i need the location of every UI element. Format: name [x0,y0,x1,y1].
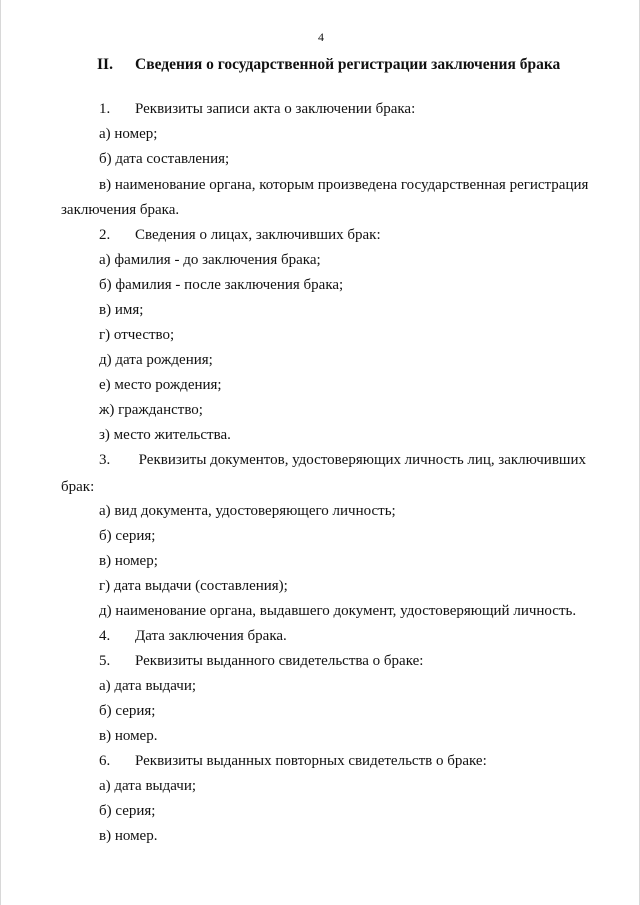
item-2-number: 2. [99,227,111,243]
item-3-a: а) вид документа, удостоверяющего личность; [99,503,396,519]
item-2-e: д) дата рождения; [99,352,213,368]
item-5-c: в) номер. [99,728,158,744]
item-1-text: Реквизиты записи акта о заключении брака: [135,101,416,117]
item-1-c-line1: в) наименование органа, которым произведена государственная регистрация [99,177,589,193]
item-3-word-2: документов, [210,452,289,468]
item-3-c: в) номер; [99,553,158,569]
item-4-number: 4. [99,628,111,644]
item-5-text: Реквизиты выданного свидетельства о браке: [135,653,424,669]
item-1-title [99,100,415,118]
item-3-title-justified [99,451,586,469]
item-5-a: а) дата выдачи; [99,678,197,694]
item-3-title [99,451,586,469]
item-3-number: 3. [99,452,111,468]
item-1-b: б) дата составления; [99,151,230,167]
item-2-g: ж) гражданство; [99,402,203,418]
item-3-word-6: заключивших [498,452,586,468]
section-heading [97,56,560,74]
item-3-d: г) дата выдачи (составления); [99,578,288,594]
item-5-b: б) серия; [99,703,156,719]
item-6-text: Реквизиты выданных повторных свидетельств о браке: [135,753,487,769]
item-3-word-4: личность [404,452,464,468]
item-6-b: б) серия; [99,803,156,819]
item-4-text: Дата заключения брака. [135,628,287,644]
item-2-b: б) фамилия - после заключения брака; [99,277,344,293]
item-6-number: 6. [99,753,111,769]
section-title: Сведения о государственной регистрации заключения брака [135,56,561,73]
item-2-d: г) отчество; [99,327,175,343]
item-2-h: з) место жительства. [99,427,231,443]
item-1-c-line2: заключения брака. [61,202,180,218]
item-5-title [99,652,423,670]
item-1-number: 1. [99,101,111,117]
item-2-c: в) имя; [99,302,144,318]
item-6-title [99,752,487,770]
item-3-word-3: удостоверяющих [292,452,402,468]
item-6-a: а) дата выдачи; [99,778,197,794]
item-6-c: в) номер. [99,828,158,844]
item-2-f: е) место рождения; [99,377,222,393]
item-3-title-cont: брак: [61,479,95,495]
item-3-e: д) наименование органа, выдавшего документ, удостоверяющий личность. [99,603,577,619]
page-number: 4 [318,30,324,44]
item-4-title [99,627,287,645]
item-3-word-5: лиц, [467,452,495,468]
item-2-title [99,226,381,244]
item-2-text: Сведения о лицах, заключивших брак: [135,227,381,243]
item-2-a: а) фамилия - до заключения брака; [99,252,321,268]
section-numeral: II. [97,56,113,73]
item-1-a: а) номер; [99,126,158,142]
item-3-word-1: Реквизиты [138,452,207,468]
item-3-b: б) серия; [99,528,156,544]
item-5-number: 5. [99,653,111,669]
